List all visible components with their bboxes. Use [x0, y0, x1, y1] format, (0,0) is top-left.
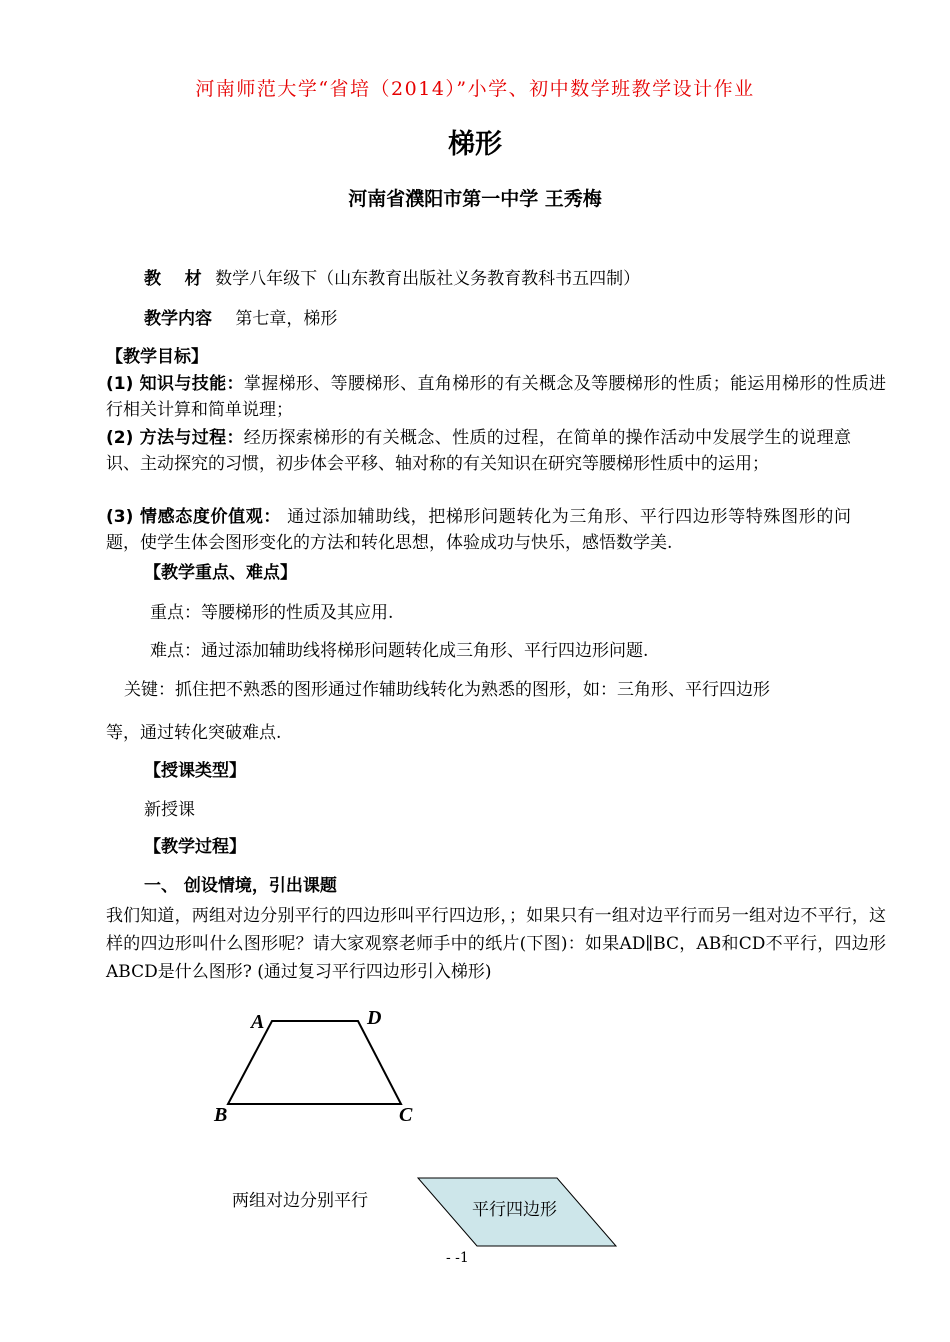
- objective-3-text: 通过添加辅助线，把梯形问题转化为三角形、平行四边形等特殊图形的问题，使学生体会图形变化的方法和转化思想，体验成功与快乐，感悟数学美.: [106, 507, 851, 553]
- page-title: 梯形: [448, 129, 502, 160]
- flow-condition: 两组对边分别平行: [232, 1191, 368, 1211]
- section-1-title: 一、 创设情境，引出课题: [144, 876, 337, 896]
- content-value: 第七章，梯形: [235, 309, 338, 329]
- keypoints-heading: 【教学重点、难点】: [144, 563, 297, 583]
- vertex-d-label: D: [367, 1007, 382, 1029]
- page-number: - -1: [446, 1250, 469, 1266]
- focus-line: 重点：等腰梯形的性质及其应用.: [150, 603, 394, 623]
- key-line-2: 等，通过转化突破难点.: [106, 723, 282, 743]
- textbook-label: 教 材: [144, 269, 202, 289]
- vertex-a-label: A: [251, 1011, 265, 1033]
- objective-1-text: 掌握梯形、等腰梯形、直角梯形的有关概念及等腰梯形的性质；能运用梯形的性质进行相关计算和简单说理；: [106, 374, 886, 420]
- textbook-line: [144, 266, 640, 292]
- process-heading: 【教学过程】: [144, 837, 246, 857]
- objective-2: [106, 425, 851, 477]
- flow-result: 平行四边形: [472, 1200, 557, 1220]
- content-line: [144, 306, 337, 332]
- objective-1-label: (1) 知识与技能：: [106, 374, 244, 394]
- objective-1: [106, 371, 886, 423]
- objectives-heading: 【教学目标】: [106, 347, 208, 367]
- lesson-type-heading: 【授课类型】: [144, 761, 246, 781]
- lesson-type-value: 新授课: [144, 800, 195, 820]
- intro-paragraph: 我们知道，两组对边分别平行的四边形叫平行四边形，；如果只有一组对边平行而另一组对边不平行，这样的四边形叫什么图形呢？请大家观察老师手中的纸片(下图)：如果AD∥BC，AB和CD不平行，四边形ABCD是什么图形? (通过复习平行四边形引入梯形): [106, 906, 886, 982]
- objective-2-text: 经历探索梯形的有关概念、性质的过程，在简单的操作活动中发展学生的说理意识、主动探究的习惯，初步体会平移、轴对称的有关知识在研究等腰梯形性质中的运用；: [106, 428, 851, 474]
- difficulty-line: 难点：通过添加辅助线将梯形问题转化成三角形、平行四边形问题.: [150, 641, 649, 661]
- textbook-value: 数学八年级下（山东教育出版社义务教育教科书五四制）: [215, 269, 641, 289]
- header-banner: 河南师范大学“省培（2014）”小学、初中数学班教学设计作业: [195, 78, 755, 100]
- objective-3: [106, 504, 851, 556]
- key-line-1: 关键：抓住把不熟悉的图形通过作辅助线转化为熟悉的图形，如：三角形、平行四边形: [124, 680, 770, 700]
- vertex-b-label: B: [214, 1104, 228, 1126]
- author-line: 河南省濮阳市第一中学 王秀梅: [348, 188, 602, 210]
- vertex-c-label: C: [399, 1104, 413, 1126]
- objective-2-label: (2) 方法与过程：: [106, 428, 244, 448]
- content-label: 教学内容: [144, 309, 212, 329]
- objective-3-label: (3) 情感态度价值观：: [106, 507, 282, 527]
